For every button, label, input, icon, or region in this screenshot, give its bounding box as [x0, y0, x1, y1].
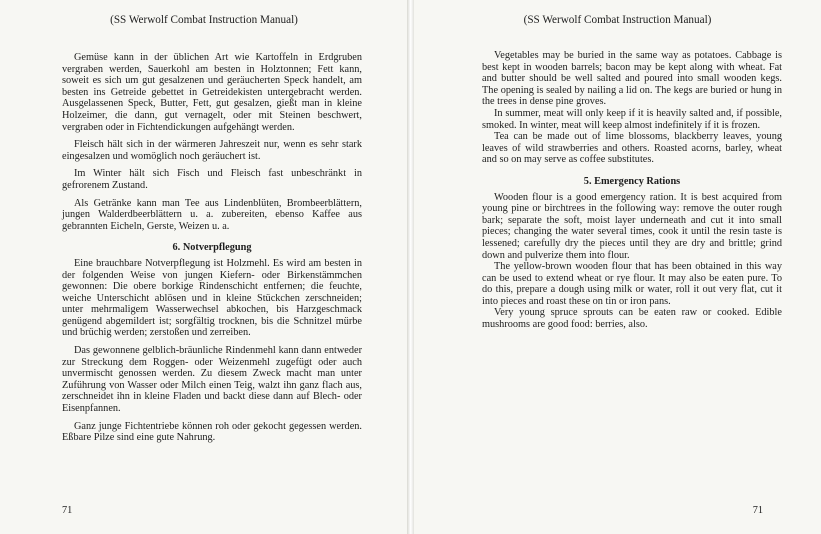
left-page-body: [62, 52, 362, 444]
right-page-number: 71: [752, 505, 763, 516]
right-paragraph-1: Vegetables may be buried in the same way as potatoes. Cabbage is best kept in wooden barrels; bacon may be kept along with wheat. Fat and butter should be well salted and poured into small wooden kegs. The opening is sealed by nailing a lid on. The kegs are buried or hung in the trees in dense pine groves.: [482, 50, 782, 108]
right-paragraph-5: The yellow-brown wooden flour that has been obtained in this way can be used to extend wheat or rye flour. It may also be eaten pure. To do this, prepare a dough using milk or water, roll it out very flat, cut it into pieces and roast these on tin or iron pans.: [482, 261, 782, 307]
right-page-body: [482, 50, 782, 331]
left-paragraph-1: Gemüse kann in der üblichen Art wie Kartoffeln in Erdgruben vergraben werden, Sauerkohl am besten in Holztonnen; Fett kann, soweit es sich um gut gesalzenen und geräucherten Speck handelt, am besten ins Getreide gebettet in Getreidekisten untergebracht werden. Ausgelassenen Speck, Butter, Fett, gut gesalzen, gießt man in kleine Holzeimer, die dann, gut vernagelt, oder mit Steinen beschwert, vergraben oder in Fichtendickungen aufgehängt werden.: [62, 52, 362, 133]
left-paragraph-2: Fleisch hält sich in der wärmeren Jahreszeit nur, wenn es sehr stark eingesalzen und womöglich noch geräuchert ist.: [62, 139, 362, 162]
left-paragraph-4: Als Getränke kann man Tee aus Lindenblüten, Brombeerblättern, jungen Walderdbeerblättern u. a. zubereiten, ebenso Kaffee aus gebrannten Eicheln, Gerste, Weizen u. a.: [62, 197, 362, 232]
left-paragraph-3: Im Winter hält sich Fisch und Fleisch fast unbeschränkt in gefrorenem Zustand.: [62, 168, 362, 191]
left-paragraph-5: Eine brauchbare Notverpflegung ist Holzmehl. Es wird am besten in der folgenden Weise von jungen Kiefern- oder Birkenstämmchen gewonnen: Die obere borkige Rindenschicht entfernen; die feuchte, weiche Unterschicht ablösen und in kleine Stückchen zerschneiden; unter mehrmaligem Wasserwechsel abkochen, bis Harzgeschmack genügend abgemildert ist; sorgfältig trocknen, bis die Schnitzel mürbe und brüchig werden; zerstoßen und zerreiben.: [62, 257, 362, 339]
right-paragraph-6: Very young spruce sprouts can be eaten raw or cooked. Edible mushrooms are good food: berries, also.: [482, 307, 782, 331]
right-paragraph-3: Tea can be made out of lime blossoms, blackberry leaves, young leaves of wild strawberries and others. Roasted acorns, barley, wheat and so on may serve as coffee substitutes.: [482, 131, 782, 166]
right-paragraph-4: Wooden flour is a good emergency ration. It is best acquired from young pine or birchtrees in the following way: remove the outer rough bark; separate the soft, moist layer underneath and cut it into small pieces; changing the water several times, cook it until the resin taste is lessened; carefully dry the pieces until they are dry and brittle; grind down and pulverize them into flour.: [482, 191, 782, 261]
left-paragraph-6: Das gewonnene gelblich-bräunliche Rindenmehl kann dann entweder zur Streckung dem Roggen- oder Weizenmehl zugefügt oder auch unvermischt genossen werden. Zu diesem Zweck macht man unter Zuführung von Wasser oder Milch einen Teig, walzt ihn ganz flach aus, zerschneidet ihn in kleine Fladen und backt diese dann auf Blech- oder Eisenpfannen.: [62, 345, 362, 415]
left-section-heading: 6. Notverpflegung: [172, 242, 252, 254]
right-page-header: (SS Werwolf Combat Instruction Manual): [523, 14, 712, 26]
right-paragraph-2: In summer, meat will only keep if it is heavily salted and, if possible, smoked. In winter, meat will keep almost indefinitely if it is frozen.: [482, 107, 782, 131]
left-paragraph-7: Ganz junge Fichtentriebe können roh oder gekocht gegessen werden. Eßbare Pilze sind eine gute Nahrung.: [62, 420, 362, 444]
left-page: [0, 0, 408, 534]
left-page-header: (SS Werwolf Combat Instruction Manual): [110, 14, 298, 26]
left-page-number: 71: [62, 505, 73, 516]
right-page: [414, 0, 821, 534]
right-section-heading: 5. Emergency Rations: [583, 175, 681, 187]
